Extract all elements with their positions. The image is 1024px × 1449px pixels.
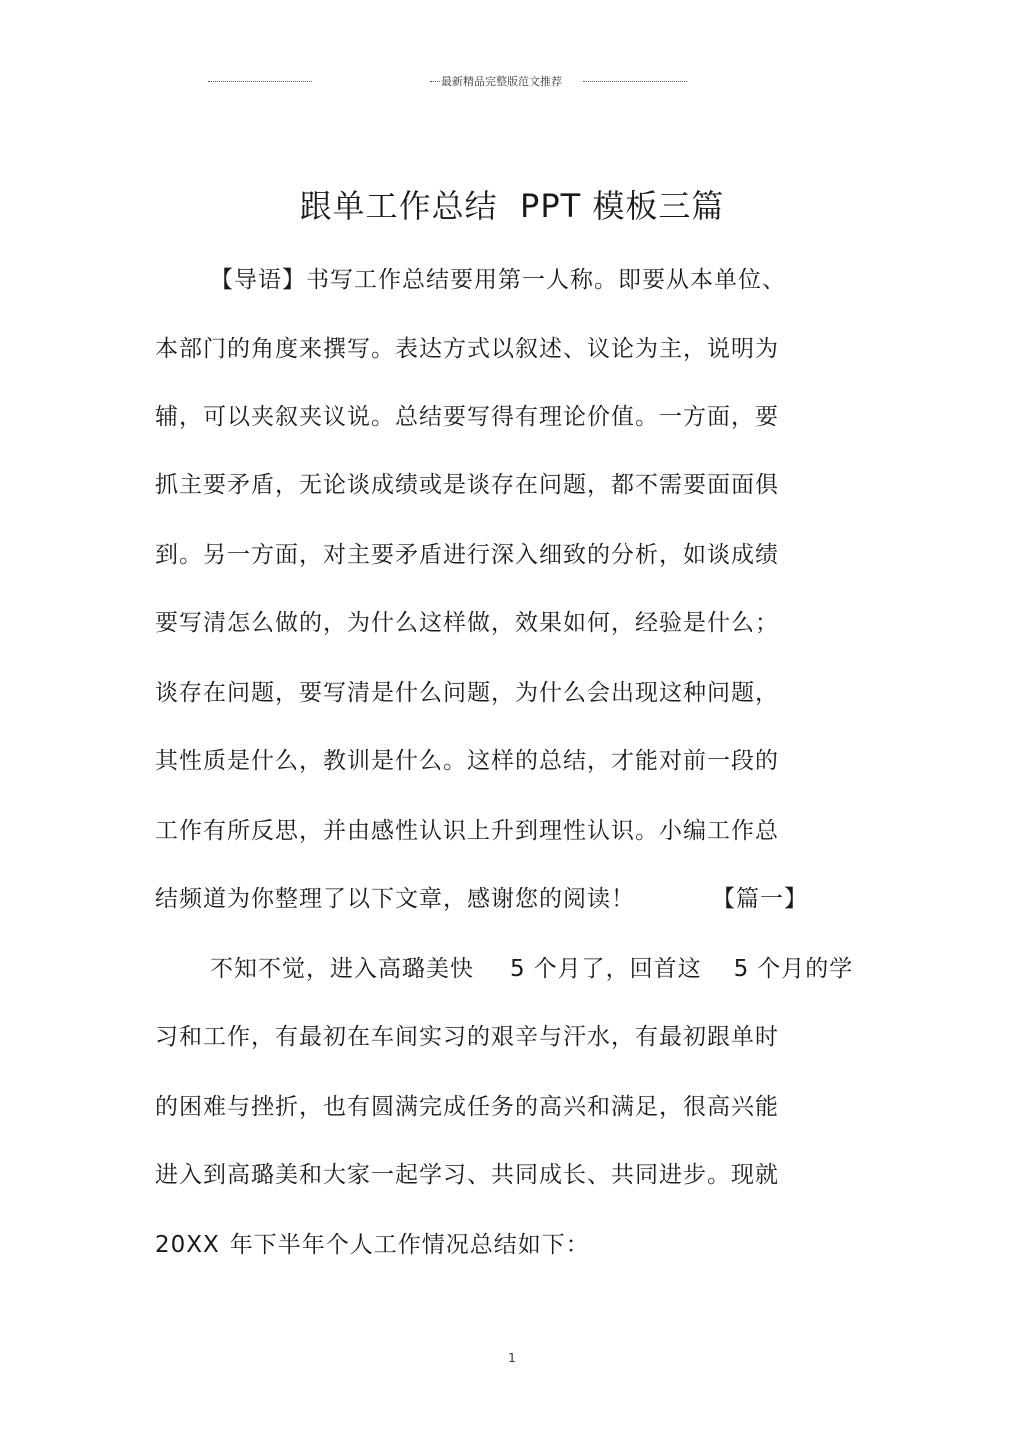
title-part-1: 跟单工作总结 <box>299 187 498 225</box>
body-line-14: 进入到高璐美和大家一起学习、共同成长、共同进步。现就 <box>155 1162 779 1188</box>
page-number: 1 <box>508 1351 516 1365</box>
body-line-6: 要写清怎么做的，为什么这样做，效果如何，经验是什么； <box>155 610 779 636</box>
body-line-15-rest: 年下半年个人工作情况总结如下： <box>229 1232 590 1258</box>
header-text: 最新精品完整版范文推荐 <box>441 75 562 88</box>
body-line-7: 谈存在问题，要写清是什么问题，为什么会出现这种问题， <box>155 680 779 706</box>
body-line-15 <box>155 1229 590 1261</box>
body-line-13: 的困难与挫折，也有圆满完成任务的高兴和满足，很高兴能 <box>155 1094 779 1120</box>
document-title <box>0 184 1024 228</box>
body-line-11-part-a: 不知不觉，进入高璐美快 <box>210 956 474 982</box>
body-line-1: 【导语】书写工作总结要用第一人称。即要从本单位、 <box>210 267 786 293</box>
body-line-15-year: 20XX <box>155 1232 220 1258</box>
body-line-11-number-1: 5 <box>510 956 526 982</box>
body-line-11-part-c: 个月的学 <box>757 956 854 982</box>
body-line-4: 抓主要矛盾，无论谈成绩或是谈存在问题，都不需要面面俱 <box>155 472 779 498</box>
body-line-10: 结频道为你整理了以下文章，感谢您的阅读！ <box>155 886 635 912</box>
body-line-12: 习和工作，有最初在车间实习的艰辛与汗水，有最初跟单时 <box>155 1024 779 1050</box>
body-line-5: 到。另一方面，对主要矛盾进行深入细致的分析，如谈成绩 <box>155 542 779 568</box>
header-dotted-rule-middle <box>430 81 440 82</box>
body-line-11 <box>210 953 853 985</box>
header-dotted-rule-right <box>583 81 687 82</box>
page-header <box>0 72 1024 92</box>
section-tag: 【篇一】 <box>712 886 808 912</box>
body-line-8: 其性质是什么，教训是什么。这样的总结，才能对前一段的 <box>155 748 779 774</box>
body-line-2: 本部门的角度来撰写。表达方式以叙述、议论为主，说明为 <box>155 336 779 362</box>
title-part-3: 模板三篇 <box>592 187 725 225</box>
body-line-3: 辅，可以夹叙夹议说。总结要写得有理论价值。一方面，要 <box>155 404 779 430</box>
body-line-9: 工作有所反思，并由感性认识上升到理性认识。小编工作总 <box>155 818 779 844</box>
header-dotted-rule-left <box>208 81 312 82</box>
body-line-11-number-2: 5 <box>733 956 750 982</box>
body-line-11-part-b: 个月了，回首这 <box>533 956 702 982</box>
title-part-2: PPT <box>520 187 582 225</box>
